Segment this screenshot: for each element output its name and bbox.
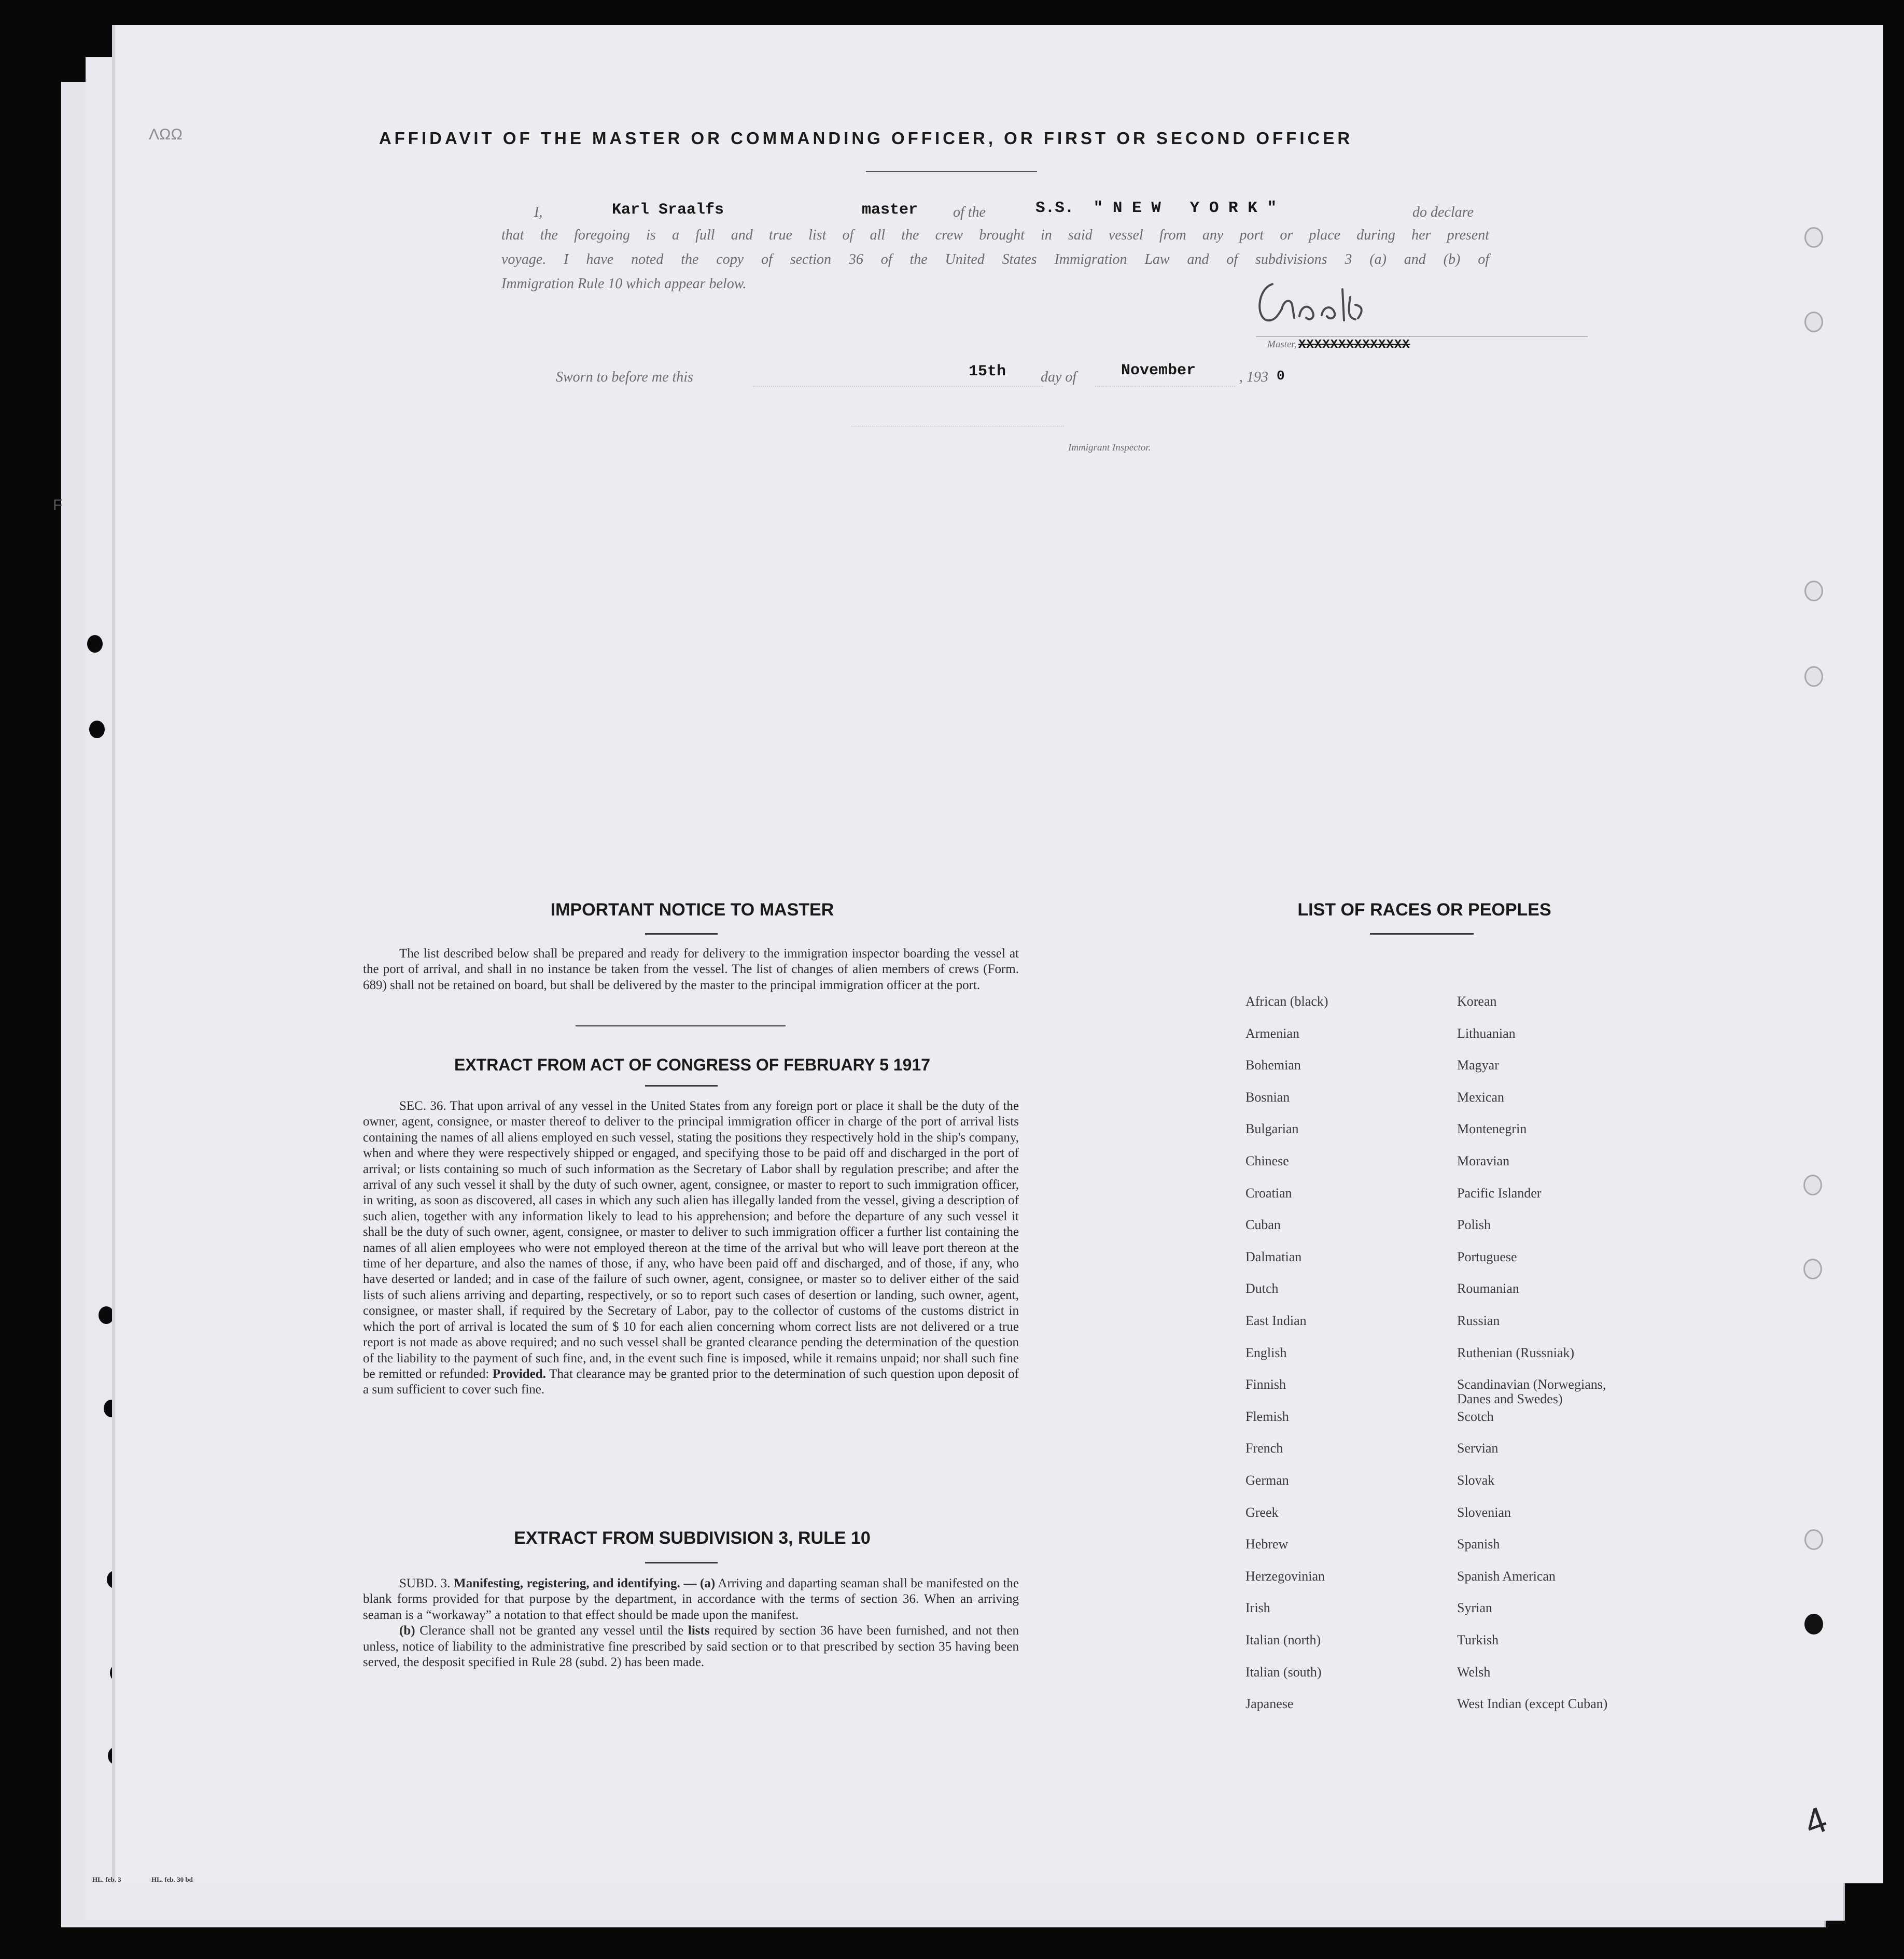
race-item: Roumanian	[1457, 1281, 1519, 1296]
race-item: German	[1245, 1473, 1289, 1488]
of-the-label: of the	[953, 204, 986, 220]
race-item: Chinese	[1245, 1153, 1289, 1168]
master-label: Master,	[1267, 339, 1297, 350]
affidavit-title: AFFIDAVIT OF THE MASTER OR COMMANDING OFFICER, OR FIRST OR SECOND OFFICER	[379, 129, 1353, 148]
divider	[645, 1562, 718, 1563]
margin-mark: ΛΩΩ	[149, 126, 183, 143]
race-item: Irish	[1245, 1600, 1270, 1615]
race-item: West Indian (except Cuban)	[1457, 1696, 1608, 1711]
race-item: Scandinavian (Norwegians,	[1457, 1377, 1606, 1392]
divider	[866, 171, 1037, 172]
race-item: Italian (north)	[1245, 1632, 1321, 1647]
race-item: Croatian	[1245, 1186, 1292, 1201]
margin-mark: F	[53, 497, 63, 514]
master-name: Karl Sraalfs	[612, 201, 724, 219]
race-item: Welsh	[1457, 1665, 1491, 1680]
race-item: African (black)	[1245, 994, 1328, 1009]
race-item: French	[1245, 1441, 1283, 1456]
race-item: Slovak	[1457, 1473, 1495, 1488]
sworn-label: Sworn to before me this	[556, 369, 693, 385]
divider	[645, 1085, 718, 1087]
declaration-line: Immigration Rule 10 which appear below.	[501, 276, 747, 292]
race-item: Bohemian	[1245, 1058, 1301, 1073]
vessel-name: S.S. " N E W Y O R K "	[1035, 199, 1277, 217]
race-item: Dutch	[1245, 1281, 1279, 1296]
race-item: Ruthenian (Russniak)	[1457, 1345, 1575, 1360]
race-item: Scotch	[1457, 1409, 1494, 1424]
rule-extract-text: SUBD. 3. Manifesting, registering, and identifying. — (a) Arriving and daparting seaman shall be manifested on the blank forms provided for that purpose by the department, in accordance with the terms of section 36. When an arriving seaman is a “workaway” a notation to that effect should be made upon the manifest. (b) Clerance shall not be granted any vessel until the lists required by section 36 have been furnished, and not then unless, notice of liability to the administrative fine prescribed by said section or to that prescribed by section 35 having been served, the desposit specified in Rule 28 (subd. 2) has been made.	[363, 1576, 1019, 1670]
divider	[576, 1025, 786, 1026]
race-item: Armenian	[1245, 1026, 1299, 1041]
race-item: Magyar	[1457, 1058, 1499, 1073]
sworn-year-digit: 0	[1277, 368, 1285, 384]
race-item: Danes and Swedes)	[1457, 1391, 1563, 1406]
master-signature	[1252, 269, 1376, 336]
race-item: Servian	[1457, 1441, 1499, 1456]
footer-mark: HL. feb. 30 bd	[151, 1876, 193, 1883]
race-item: Cuban	[1245, 1217, 1281, 1232]
inspector-line	[851, 426, 1064, 427]
race-item: Herzegovinian	[1245, 1569, 1325, 1584]
race-item: Syrian	[1457, 1600, 1492, 1615]
punch-hole	[1803, 1259, 1822, 1279]
struck-out-title: XXXXXXXXXXXXXX	[1298, 338, 1410, 352]
fill-line	[1095, 386, 1235, 387]
i-label: I,	[534, 204, 543, 220]
race-item: Portuguese	[1457, 1249, 1517, 1264]
footer-mark: HL. feb. 3	[92, 1876, 121, 1883]
punch-hole	[1804, 312, 1823, 332]
race-item: English	[1245, 1345, 1287, 1360]
race-item: Mexican	[1457, 1090, 1504, 1105]
divider	[645, 933, 718, 935]
race-item: Italian (south)	[1245, 1665, 1322, 1680]
race-item: Slovenian	[1457, 1505, 1511, 1520]
race-item: Hebrew	[1245, 1537, 1289, 1552]
race-item: Spanish	[1457, 1537, 1500, 1552]
race-item: Bosnian	[1245, 1090, 1290, 1105]
notice-title: IMPORTANT NOTICE TO MASTER	[550, 900, 834, 920]
act-extract-text: SEC. 36. That upon arrival of any vessel in the United States from any foreign port or place it shall be the duty of the owner, agent, consignee, or master thereof to deliver to the principal immigration officer in charge of the port of arrival lists containing the names of all aliens employed en such vessel, stating the positions they respectively hold in the ship's company, when and where they were respectively shipped or engaged, and specifying those to be paid off and discharged in the port of arrival; or lists containing so much of such information as the Secretary of Labor shall by regulation prescribe; and after the arrival of any such vessel it shall by the duty of such owner, agent, consignee, or master to report to such immigration officer, in writing, as soon as discovered, all cases in which any such alien has illegally landed from the vessel, giving a description of such alien, together with any information likely to lead to his apprehension; and before the departure of any such vessel it shall be the duty of such owner, agent, consignee, or master to deliver to such immigration officer a further list containing the names of all alien employees who were not employed thereon at the time of the arrival but who will leave port thereon at the time of her departure, and also the names of those, if any, who have been paid off and discharged, and of those, if any, who have deserted or landed; and in case of the failure of such owner, agent, consignee, or master so to deliver either of the said lists of such aliens arriving and departing, respectively, or so to report such cases of desertion or landing, such owner, agent, consignee, or master shall, if required by the Secretary of Labor, pay to the collector of customs of the customs district in which the port of arrival is located the sum of $ 10 for each alien concerning whom correct lists are not delivered or a true report is not made as above required; and no such vessel shall be granted clearance pending the determination of the question of the liability to the payment of such fine, and, in the event such fine is imposed, while it remains unpaid; nor shall such fine be remitted or refunded: Provided. That clearance may be granted prior to the determination of such question upon deposit of a sum sufficient to cover such fine.	[363, 1099, 1019, 1397]
binder-hole	[99, 1306, 114, 1324]
race-item: Dalmatian	[1245, 1249, 1302, 1264]
race-item: Lithuanian	[1457, 1026, 1516, 1041]
punch-hole	[1804, 581, 1823, 601]
race-item: Japanese	[1245, 1696, 1294, 1711]
sworn-day: 15th	[969, 363, 1006, 380]
race-item: Moravian	[1457, 1153, 1510, 1168]
declaration-line: voyage. I have noted the copy of section 36 of the United States Immigration Law and of subdivisions 3 (a) and (b) of	[501, 251, 1489, 267]
race-item: Russian	[1457, 1313, 1500, 1328]
fill-line	[753, 386, 1043, 387]
race-item: Korean	[1457, 994, 1497, 1009]
race-item: Greek	[1245, 1505, 1279, 1520]
sworn-month: November	[1121, 362, 1196, 379]
declaration-line: that the foregoing is a full and true list of all the crew brought in said vessel from any port or place during her present	[501, 227, 1489, 243]
rule-extract-title: EXTRACT FROM SUBDIVISION 3, RULE 10	[514, 1528, 871, 1548]
race-item: Pacific Islander	[1457, 1186, 1542, 1201]
race-item: Montenegrin	[1457, 1121, 1527, 1136]
inspector-label: Immigrant Inspector.	[1068, 442, 1151, 453]
year-prefix: , 193	[1239, 369, 1268, 385]
corner-mark: 4	[1799, 1798, 1832, 1844]
race-item: Flemish	[1245, 1409, 1289, 1424]
binder-hole	[87, 635, 103, 653]
day-of-label: day of	[1041, 369, 1077, 385]
act-extract-title: EXTRACT FROM ACT OF CONGRESS OF FEBRUARY 5 1917	[454, 1055, 931, 1074]
binder-hole	[89, 721, 105, 738]
punch-hole	[1804, 227, 1823, 248]
race-item: Finnish	[1245, 1377, 1286, 1392]
signature-line	[1256, 336, 1588, 337]
punch-hole	[1804, 666, 1823, 687]
master-rank: master	[862, 201, 918, 219]
race-item: Polish	[1457, 1217, 1491, 1232]
do-declare-label: do declare	[1412, 204, 1474, 220]
race-item: Turkish	[1457, 1632, 1499, 1647]
race-item: Spanish American	[1457, 1569, 1556, 1584]
notice-text: The list described below shall be prepared and ready for delivery to the immigration inspector boarding the vessel at the port of arrival, and shall in no instance be taken from the vessel. The list of changes of alien members of crews (Form. 689) shall not be retained on board, but shall be delivered by the master to the principal immigration officer at the port.	[363, 947, 1019, 992]
divider	[1370, 933, 1474, 935]
races-title: LIST OF RACES OR PEOPLES	[1297, 900, 1551, 920]
race-item: Bulgarian	[1245, 1121, 1299, 1136]
punch-hole	[1804, 1614, 1823, 1634]
punch-hole	[1804, 1529, 1823, 1550]
race-item: East Indian	[1245, 1313, 1307, 1328]
punch-hole	[1803, 1175, 1822, 1195]
